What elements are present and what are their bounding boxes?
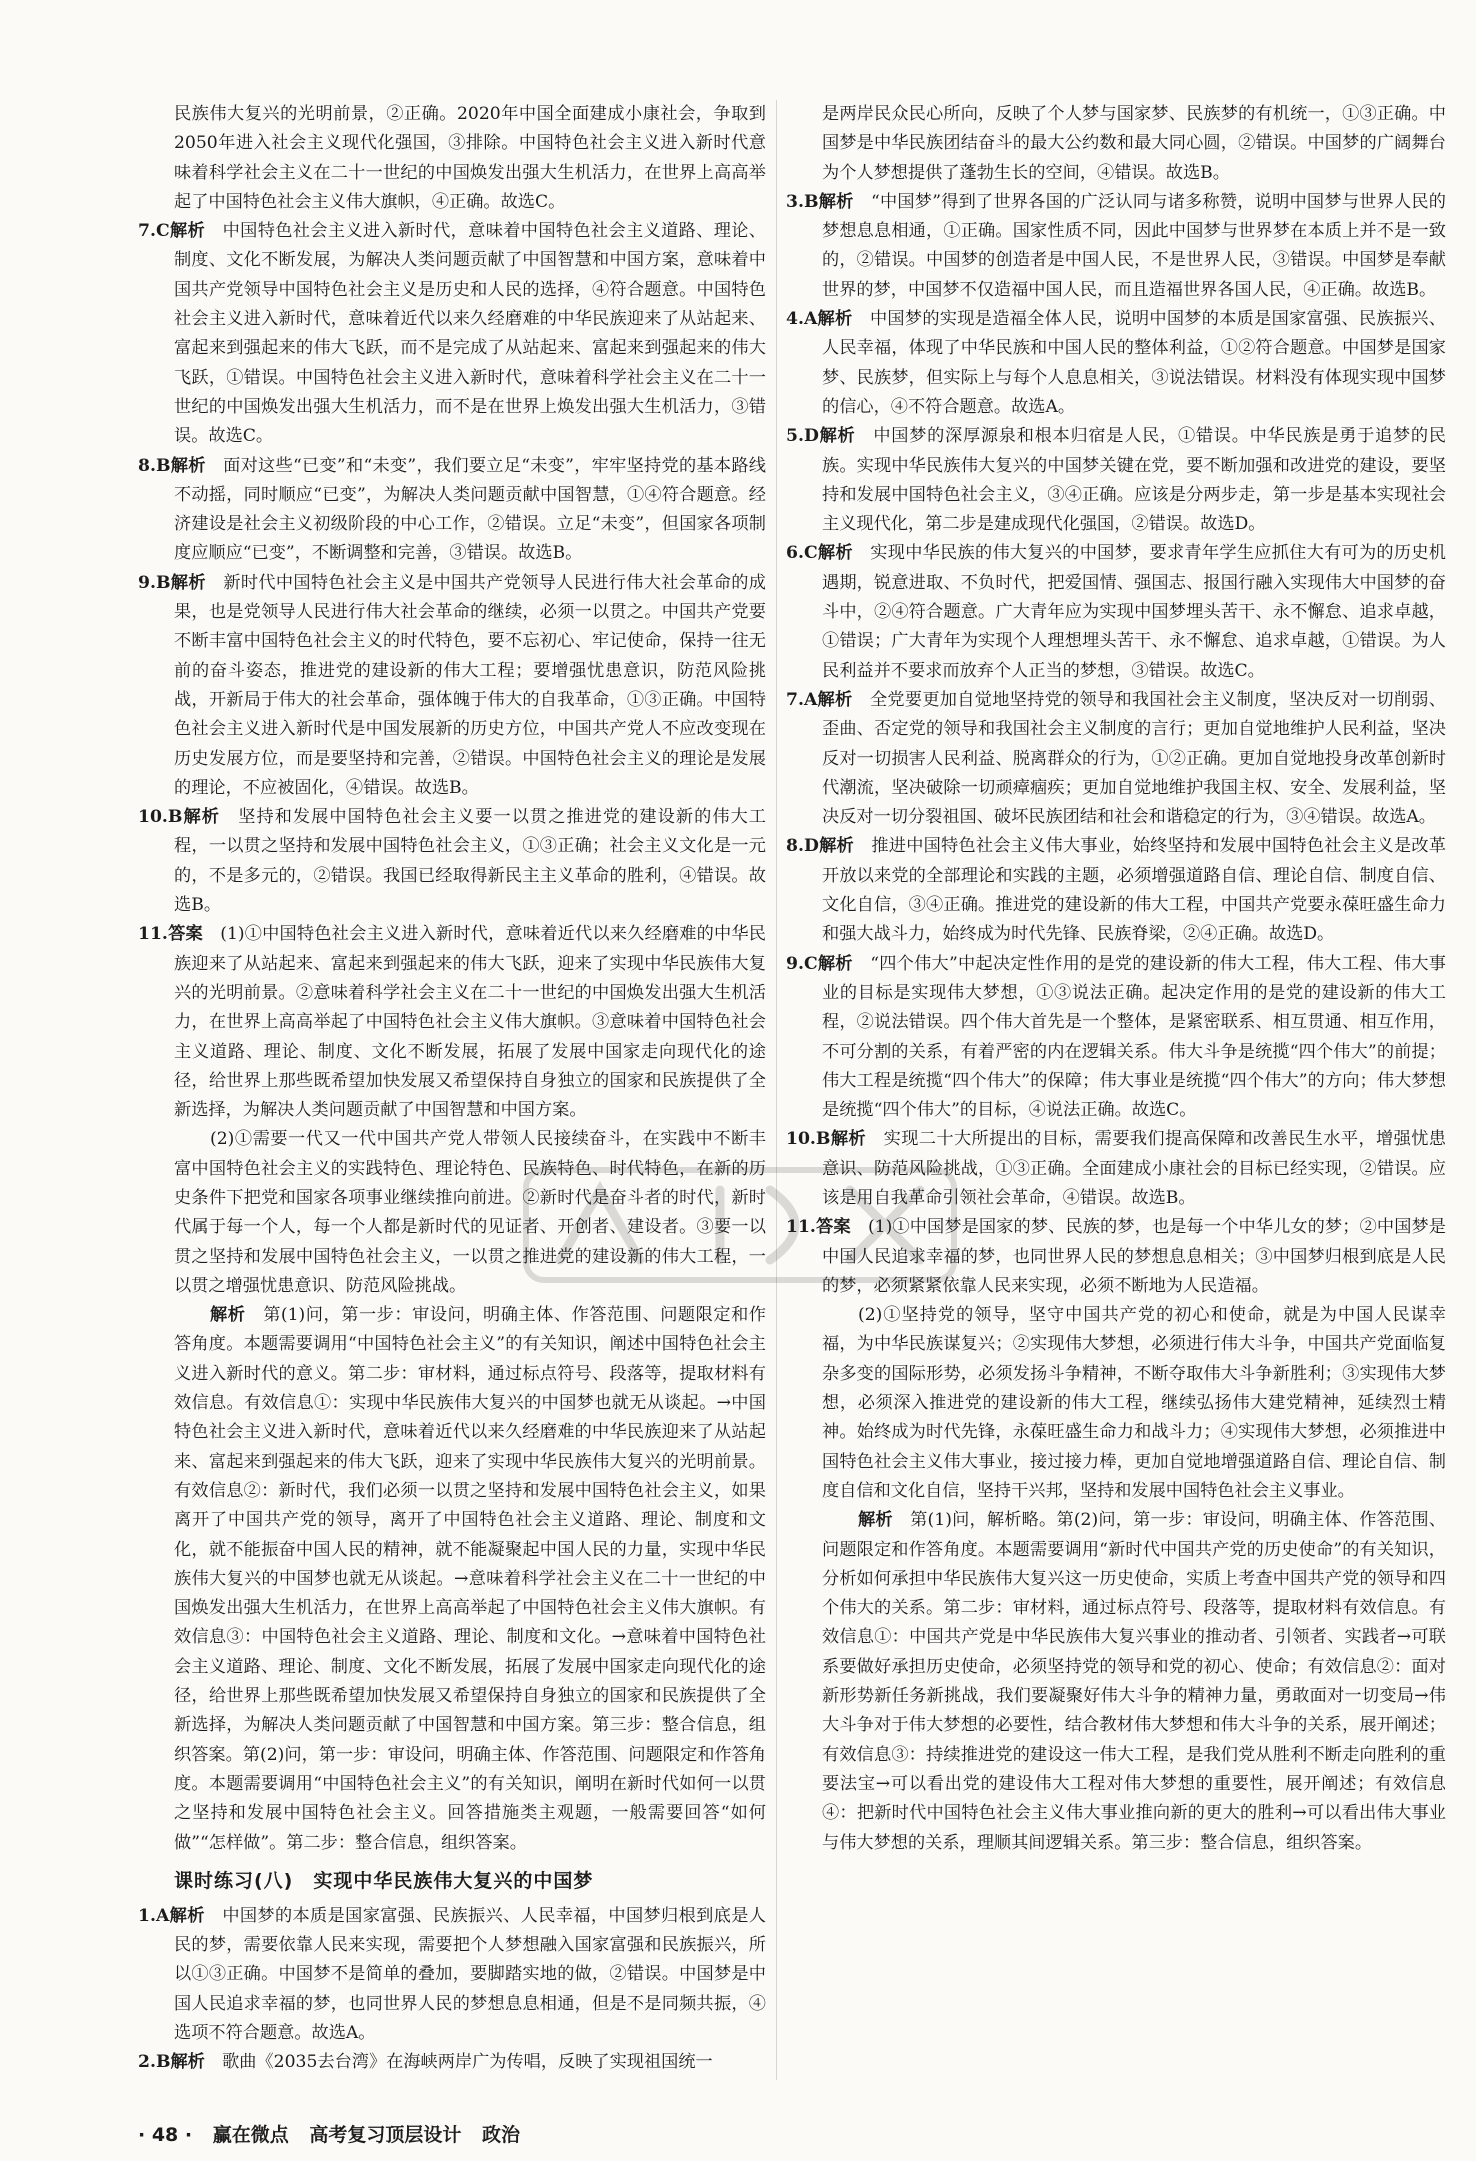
answer-item-10: 10.B解析 实现二十大所提出的目标，需要我们提高保障和改善民生水平，增强忧患意识、防范风险挑战，①③正确。全面建成小康社会的目标已经实现，②错误。应该是用自我革命引领社会革命，④错误。故选B。 (786, 1129, 1446, 1208)
analysis-paragraph: 解析 第(1)问，解析略。第(2)问，第一步：审设问，明确主体、作答范围、问题限定和作答角度。本题需要调用“新时代中国共产党的历史使命”的有关知识，分析如何承担中华民族伟大复兴这一历史使命，实质上考查中国共产党的领导和四个伟大的关系。第二步：审材料，通过标点符号、段落等，提取材料有效信息。有效信息①：中国共产党是中华民族伟大复兴事业的推动者、引领者、实践者→可联系要做好承担历史使命，必须坚持党的领导和党的初心、使命；有效信息②：面对新形势新任务新挑战，我们要凝聚好伟大斗争的精神力量，勇敢面对一切变局→伟大斗争对于伟大梦想的必要性，结合教材伟大梦想和伟大斗争的关系，展开阐述；有效信息③：持续推进党的建设这一伟大工程，是我们党从胜利不断走向胜利的重要法宝→可以看出党的建设伟大工程对伟大梦想的重要性，展开阐述；有效信息④：把新时代中国特色社会主义伟大事业推向新的更大的胜利→可以看出伟大事业与伟大梦想的关系，理顺其间逻辑关系。第三步：整合信息，组织答案。 (822, 1510, 1446, 1853)
answer-item-8: 8.D解析 推进中国特色社会主义伟大事业，始终坚持和发展中国特色社会主义是改革开放以来党的全部理论和实践的主题，必须增强道路自信、理论自信、制度自信、文化自信，③④正确。推进党的建设新的伟大工程，中国共产党要永葆旺盛生命力和强大战斗力，始终成为时代先锋、民族脊梁，②④正确。故选D。 (786, 836, 1446, 945)
answer-item-4: 4.A解析 中国梦的实现是造福全体人民，说明中国梦的本质是国家富强、民族振兴、人民幸福，体现了中华民族和中国人民的整体利益，①②符合题意。中国梦是国家梦、民族梦，但实际上与每个人息息相关，③说法错误。材料没有体现实现中国梦的信心，④不符合题意。故选A。 (786, 309, 1446, 417)
watermark-stamp (520, 1160, 960, 1290)
page-number: · 48 · (138, 2124, 193, 2146)
left-column (138, 100, 766, 2078)
section-title: 课时练习(八) 实现中华民族伟大复兴的中国梦 (174, 1869, 594, 1892)
answer-item-9: 9.C解析 “四个伟大”中起决定性作用的是党的建设新的伟大工程，伟大工程、伟大事业的目标是实现伟大梦想，①③说法正确。起决定作用的是党的建设新的伟大工程，②说法错误。四个伟大首先是一个整体，是紧密联系、相互贯通、相互作用，不可分割的关系，有着严密的内在逻辑关系。伟大斗争是统揽“四个伟大”的前提；伟大工程是统揽“四个伟大”的保障；伟大事业是统揽“四个伟大”的方向；伟大梦想是统揽“四个伟大”的目标，④说法正确。故选C。 (786, 953, 1446, 1121)
answer-item-7: 7.A解析 全党要更加自觉地坚持党的领导和我国社会主义制度，坚决反对一切削弱、歪曲、否定党的领导和我国社会主义制度的言行；更加自觉地维护人民利益，坚决反对一切损害人民利益、脱离群众的行为，①②正确。更加自觉地投身改革创新时代潮流，坚决破除一切顽瘴痼疾；更加自觉地维护我国主权、安全、发展利益，坚决反对一切分裂祖国、破坏民族团结和社会和谐稳定的行为，③④错误。故选A。 (786, 689, 1446, 828)
answer-item-2: 2.B解析 歌曲《2035去台湾》在海峡两岸广为传唱，反映了实现祖国统一 (138, 2052, 713, 2073)
answer-item-7: 7.C解析 中国特色社会主义进入新时代，意味着中国特色社会主义道路、理论、制度、文化不断发展，为解决人类问题贡献了中国智慧和中国方案，意味着中国共产党领导中国特色社会主义是历史和人民的选择，④符合题意。中国特色社会主义进入新时代，意味着近代以来久经磨难的中华民族迎来了从站起来、富起来到强起来的伟大飞跃，而不是完成了从站起来、富起来到强起来的伟大飞跃，①错误。中国特色社会主义进入新时代，意味着科学社会主义在二十一世纪的中国焕发出强大生机活力，而不是在世界上焕发出强大生机活力，③错误。故选C。 (138, 221, 766, 447)
answer-item-5: 5.D解析 中国梦的深厚源泉和根本归宿是人民，①错误。中华民族是勇于追梦的民族。实现中华民族伟大复兴的中国梦关键在党，要不断加强和改进党的建设，要坚持和发展中国特色社会主义，③④正确。应该是分两步走，第一步是基本实现社会主义现代化，第二步是建成现代化强国，②错误。故选D。 (786, 426, 1446, 535)
answer-item-9: 9.B解析 新时代中国特色社会主义是中国共产党领导人民进行伟大社会革命的成果，也是党领导人民进行伟大社会革命的继续，必须一以贯之。中国共产党要不断丰富中国特色社会主义的时代特色，要不忘初心、牢记使命，保持一往无前的奋斗姿态，推进党的建设新的伟大工程；要增强忧患意识，防范风险挑战，开新局于伟大的社会革命，强体魄于伟大的自我革命，①③正确。中国特色社会主义进入新时代是中国发展新的历史方位，中国共产党人不应改变现在历史发展方位，而是要坚持和完善，②错误。中国特色社会主义的理论是发展的理论，不应被固化，④错误。故选B。 (138, 572, 766, 798)
answer-item-8: 8.B解析 面对这些“已变”和“未变”，我们要立足“未变”，牢牢坚持党的基本路线不动摇，同时顺应“已变”，为解决人类问题贡献中国智慧，①④符合题意。经济建设是社会主义初级阶段的中心工作，②错误。立足“未变”，但国家各项制度应顺应“已变”，不断调整和完善，③错误。故选B。 (138, 455, 766, 564)
brand-name: 赢在微点 (212, 2124, 289, 2146)
continued-text: 民族伟大复兴的光明前景，②正确。2020年中国全面建成小康社会，争取到2050年进入社会主义现代化强国，③排除。中国特色社会主义进入新时代意味着科学社会主义在二十一世纪的中国焕发出强大生机活力，在世界上高高举起了中国特色社会主义伟大旗帜，④正确。故选C。 (174, 104, 766, 212)
answer-item-10: 10.B解析 坚持和发展中国特色社会主义要一以贯之推进党的建设新的伟大工程，一以贯之坚持和发展中国特色社会主义，①③正确；社会主义文化是一元的，不是多元的，②错误。我国已经取得新民主主义革命的胜利，④错误。故选B。 (138, 807, 766, 916)
continued-text: 是两岸民众民心所向，反映了个人梦与国家梦、民族梦的有机统一，①③正确。中国梦是中华民族团结奋斗的最大公约数和最大同心圆，②错误。中国梦的广阔舞台为个人梦想提供了蓬勃生长的空间，④错误。故选B。 (822, 104, 1446, 183)
answer-item-11: 11.答案 (1)①中国特色社会主义进入新时代，意味着近代以来久经磨难的中华民族迎来了从站起来、富起来到强起来的伟大飞跃，迎来了实现中华民族伟大复兴的光明前景。②意味着科学社会主义在二十一世纪的中国焕发出强大生机活力，在世界上高高举起了中国特色社会主义伟大旗帜。③意味着中国特色社会主义道路、理论、制度、文化不断发展，拓展了发展中国家走向现代化的途径，给世界上那些既希望加快发展又希望保持自身独立的国家和民族提供了全新选择，为解决人类问题贡献了中国智慧和中国方案。 (138, 924, 766, 1121)
answer-item-11: 11.答案 (1)①中国梦是国家的梦、民族的梦，也是每一个中华儿女的梦；②中国梦是中国人民追求幸福的梦，也同世界人民的梦想息息相关；③中国梦归根到底是人民的梦，必须紧紧依靠人民来实现，必须不断地为人民造福。 (786, 1217, 1446, 1296)
answer-item-1: 1.A解析 中国梦的本质是国家富强、民族振兴、人民幸福，中国梦归根到底是人民的梦，需要依靠人民来实现，需要把个人梦想融入国家富强和民族振兴，所以①③正确。中国梦不是简单的叠加，要脚踏实地的做，②错误。中国梦是中国人民追求幸福的梦，也同世界人民的梦想息息相通，但是不是同频共振，④选项不符合题意。故选A。 (138, 1905, 766, 2043)
series-name: 高考复习顶层设计 (309, 2124, 462, 2146)
page-footer (138, 2120, 534, 2147)
answer-item-6: 6.C解析 实现中华民族的伟大复兴的中国梦，要求青年学生应抓住大有可为的历史机遇期，锐意进取、不负时代，把爱国情、强国志、报国行融入实现伟大中国梦的奋斗中，②④符合题意。广大青年应为实现中国梦埋头苦干、永不懈怠、追求卓越，①错误；广大青年为实现个人理想埋头苦干、永不懈怠、追求卓越，①错误。为人民利益并不要求而放弃个人正当的梦想，③错误。故选C。 (786, 543, 1446, 681)
right-column (786, 100, 1446, 1858)
answer-paragraph: (2)①需要一代又一代中国共产党人带领人民接续奋斗，在实践中不断丰富中国特色社会主义的实践特色、理论特色、民族特色、时代特色，在新的历史条件下把党和国家各项事业继续推向前进。②新时代是奋斗者的时代，新时代属于每一个人，每一个人都是新时代的见证者、开创者、建设者。③要一以贯之坚持和发展中国特色社会主义，一以贯之推进党的建设新的伟大工程，一以贯之增强忧患意识、防范风险挑战。 (174, 1129, 766, 1296)
column-rule (776, 100, 777, 2080)
answer-paragraph: (2)①坚持党的领导，坚守中国共产党的初心和使命，就是为中国人民谋幸福，为中华民族谋复兴；②实现伟大梦想，必须进行伟大斗争，中国共产党面临复杂多变的国际形势，必须发扬斗争精神，不断夺取伟大斗争新胜利；③实现伟大梦想，必须深入推进党的建设新的伟大工程，继续弘扬伟大建党精神，延续烈士精神。始终成为时代先锋，永葆旺盛生命力和战斗力；④实现伟大梦想，必须推进中国特色社会主义伟大事业，接过接力棒，更加自觉地增强道路自信、理论自信、制度自信和文化自信，坚持干兴邦，坚持和发展中国特色社会主义事业。 (822, 1305, 1446, 1501)
analysis-paragraph: 解析 第(1)问，第一步：审设问，明确主体、作答范围、问题限定和作答角度。本题需要调用“中国特色社会主义”的有关知识，阐述中国特色社会主义进入新时代的意义。第二步：审材料，通过标点符号、段落等，提取材料有效信息。有效信息①：实现中华民族伟大复兴的中国梦也就无从谈起。→中国特色社会主义进入新时代，意味着近代以来久经磨难的中华民族迎来了从站起来、富起来到强起来的伟大飞跃，迎来了实现中华民族伟大复兴的光明前景。有效信息②：新时代，我们必须一以贯之坚持和发展中国特色社会主义，如果离开了中国共产党的领导，离开了中国特色社会主义道路、理论、制度和文化，就不能振奋中国人民的精神，就不能凝聚起中国人民的力量，实现中华民族伟大复兴的中国梦也就无从谈起。→意味着科学社会主义在二十一世纪的中国焕发出强大生机活力，在世界上高高举起了中国特色社会主义伟大旗帜。有效信息③：中国特色社会主义道路、理论、制度和文化。→意味着中国特色社会主义道路、理论、制度、文化不断发展，拓展了发展中国家走向现代化的途径，给世界上那些既希望加快发展又希望保持自身独立的国家和民族提供了全新选择，为解决人类问题贡献了中国智慧和中国方案。第三步：整合信息，组织答案。第(2)问，第一步：审设问，明确主体、作答范围、问题限定和作答角度。本题需要调用“中国特色社会主义”的有关知识，阐明在新时代如何一以贯之坚持和发展中国特色社会主义。回答措施类主观题，一般需要回答“如何做”“怎样做”。第二步：整合信息，组织答案。 (174, 1305, 766, 1853)
subject-name: 政治 (482, 2124, 521, 2146)
answer-item-3: 3.B解析 “中国梦”得到了世界各国的广泛认同与诸多称赞，说明中国梦与世界人民的梦想息息相通，①正确。国家性质不同，因此中国梦与世界梦在本质上并不是一致的，②错误。中国梦的创造者是中国人民，不是世界人民，③错误。中国梦是奉献世界的梦，中国梦不仅造福中国人民，而且造福世界各国人民，④正确。故选B。 (786, 191, 1446, 300)
